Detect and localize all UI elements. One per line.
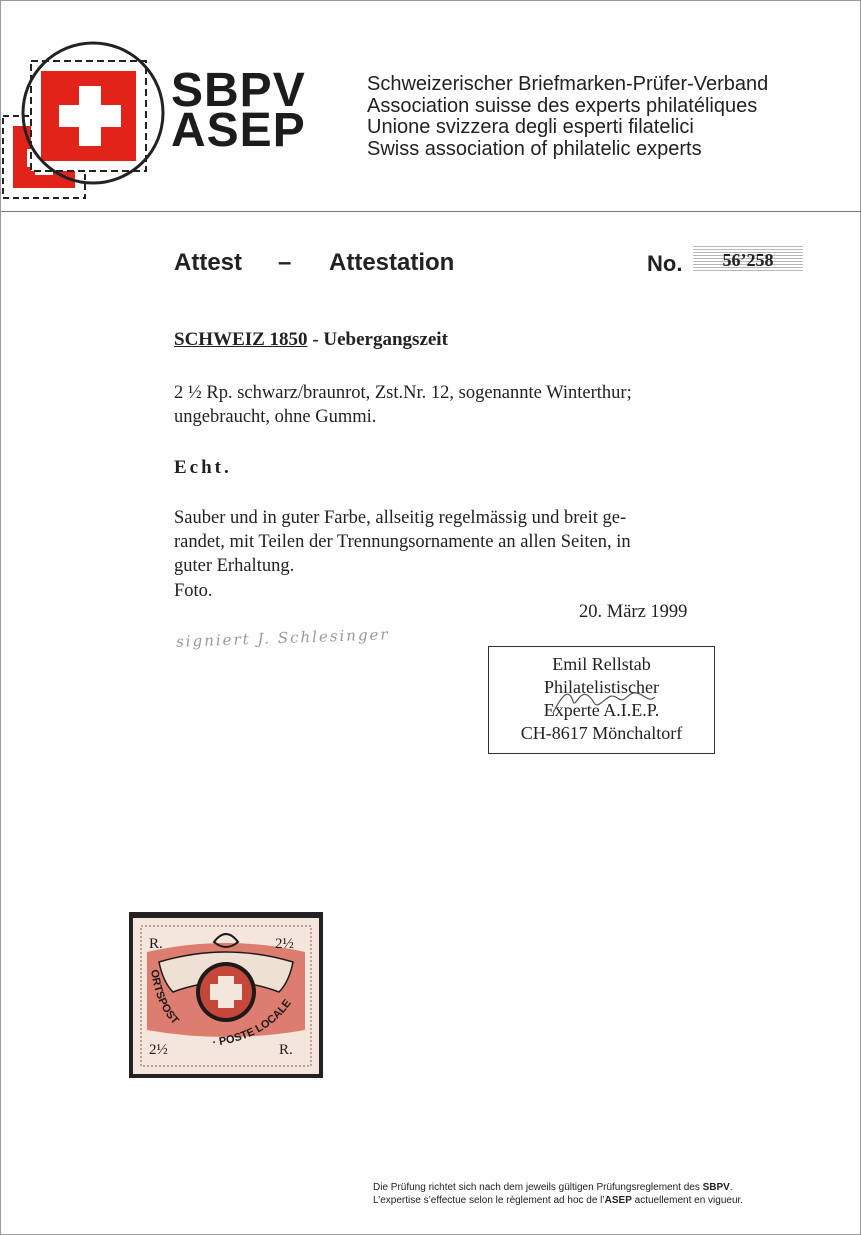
condition-line: Sauber und in guter Farbe, allseitig regelmässig und breit ge-	[174, 508, 627, 528]
association-name-de: Schweizerischer Briefmarken-Prüfer-Verband	[367, 73, 769, 95]
description-line: ungebraucht, ohne Gummi.	[174, 407, 377, 427]
stamp-heading	[174, 329, 448, 351]
foto-note: Foto.	[174, 581, 213, 601]
stamp-bottom-left: 2½	[149, 1042, 168, 1058]
footer-line-fr: L’expertise s’effectue selon le règlement ad hoc de l’ASEP actuellement en vigueur.	[373, 1195, 744, 1206]
condition-text	[174, 506, 631, 578]
stamp-left-arc: ORTSPOST	[147, 968, 181, 1027]
condition-line: guter Erhaltung.	[174, 556, 295, 576]
stamp-photo	[129, 912, 323, 1078]
large-stamp-icon	[31, 61, 146, 171]
condition-line: randet, mit Teilen der Trennungsornamente an allen Seiten, in	[174, 532, 631, 552]
footer-line-de: Die Prüfung richtet sich nach dem jeweils gültigen Prüfungsreglement des SBPV.	[373, 1182, 733, 1193]
footer-note	[373, 1181, 743, 1207]
expert-location: CH-8617 Mönchaltorf	[520, 723, 683, 743]
certificate-number: 56’258	[722, 250, 774, 270]
association-name-fr: Association suisse des experts philatéliques	[367, 94, 758, 117]
logo-wordmark	[171, 64, 306, 157]
expert-signature-icon	[549, 683, 659, 719]
swiss-cross-stamp-logo	[1, 21, 166, 206]
stamp-bottom-right: R.	[279, 1042, 293, 1058]
description-line: 2 ½ Rp. schwarz/braunrot, Zst.Nr. 12, sogenannte Winterthur;	[174, 383, 632, 403]
association-name-en: Swiss association of philatelic experts	[367, 137, 702, 160]
association-name-it: Unione svizzera degli esperti filatelici	[367, 116, 694, 138]
number-label: No.	[647, 251, 683, 276]
expert-name: Emil Rellstab	[552, 654, 651, 674]
logo-asep: ASEP	[171, 104, 306, 157]
title-dash: –	[278, 249, 292, 276]
stamp-top-right: 2½	[275, 936, 294, 952]
expert-stamp-box	[488, 646, 715, 754]
verdict: Echt.	[174, 457, 232, 478]
handwritten-note: signiert J. Schlesinger	[175, 625, 390, 651]
heading-period: - Uebergangszeit	[307, 329, 448, 350]
expert-title: Philatelistischer	[544, 677, 659, 697]
stamp-description	[174, 381, 632, 429]
winterthur-stamp-image	[129, 912, 323, 1078]
expert-association: Experte A.I.E.P.	[543, 700, 660, 720]
heading-country-year: SCHWEIZ 1850	[174, 329, 308, 350]
header-divider	[1, 211, 861, 212]
attest-label: Attest	[174, 249, 243, 276]
attestation-label: Attestation	[329, 249, 455, 276]
issue-date: 20. März 1999	[579, 602, 688, 622]
stamp-right-arc: · POSTE LOCALE	[211, 997, 294, 1049]
association-names	[367, 74, 768, 160]
logo-sbpv: SBPV	[171, 64, 306, 117]
stamp-top-left: R.	[149, 936, 163, 952]
certificate-number-box	[693, 245, 803, 273]
